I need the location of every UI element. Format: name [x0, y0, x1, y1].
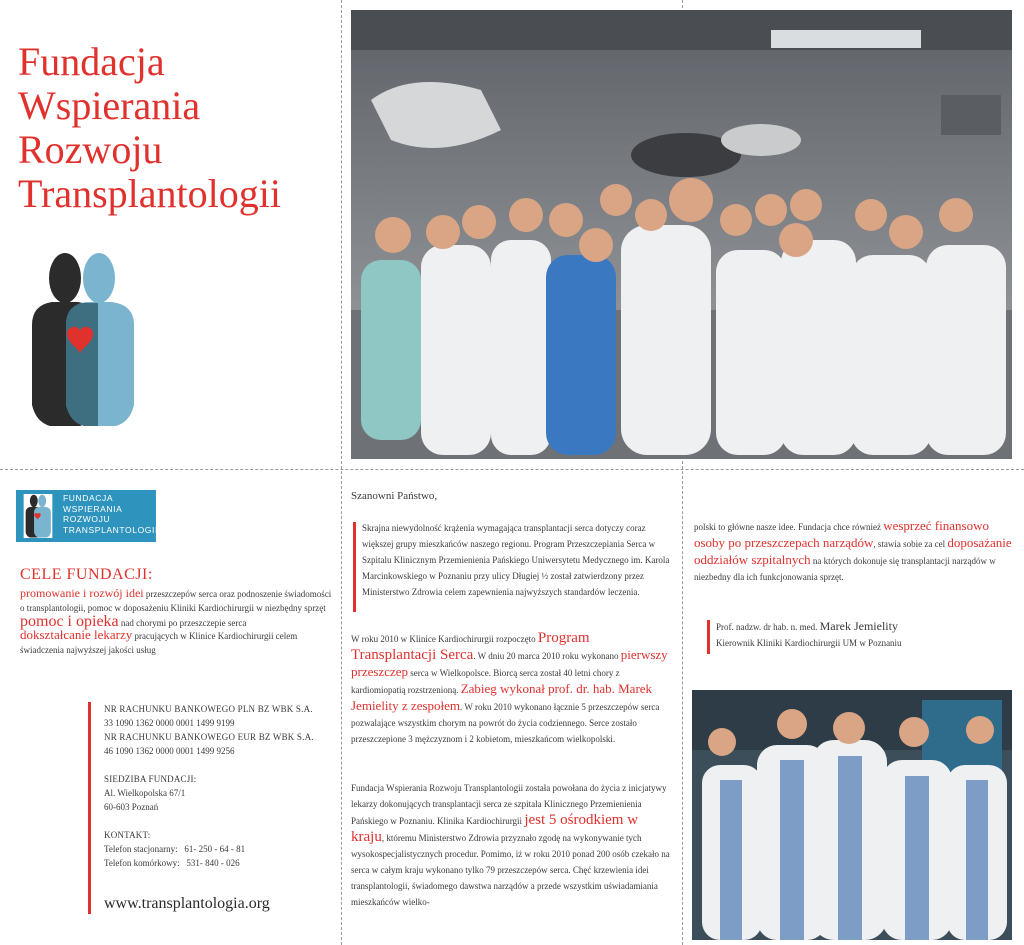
title-line: Wspierania — [18, 83, 201, 128]
hq-city: 60-603 Poznań — [104, 802, 159, 812]
letter-paragraph-foundation — [351, 780, 671, 910]
highlight: jest 5 ośrodkiem w kraju — [351, 812, 639, 845]
contact-details — [104, 702, 334, 870]
letter-paragraph-goals — [694, 518, 1014, 585]
logo-figures-icon — [20, 494, 56, 538]
contact-label: KONTAKT: — [104, 830, 151, 840]
goals-list — [20, 586, 332, 657]
text: . W dniu 20 marca 2010 roku wykonano — [473, 651, 621, 661]
logo-line: ROZWOJU — [63, 514, 111, 524]
highlight: Zabieg wykonał prof. dr. hab. Marek Jemielity z zespołem — [351, 681, 653, 713]
logo-line: FUNDACJA — [63, 493, 114, 503]
highlight: Program Transplantacji Serca — [351, 630, 590, 663]
heart-figures-logo — [24, 250, 140, 428]
text: na których dokonuje się transplantacji narządów w niezbedny dla ich funkcjonowania sprzęt. — [694, 556, 996, 582]
accent-bar — [353, 522, 356, 612]
signature-role: Kierownik Kliniki Kardiochirurgii UM w Poznaniu — [716, 638, 902, 648]
goal-highlight: dokształcanie lekarzy — [20, 627, 133, 642]
goal-text: przeszczepów serca oraz podnoszenie świadomości o transplantologii, pomoc w doposażeniu Kliniki Kardiochirurgii w niezbędny sprzęt — [20, 589, 332, 613]
logo-line: WSPIERANIA — [63, 503, 123, 514]
mobile-number: Telefon komórkowy: 531- 840 - 026 — [104, 858, 240, 868]
goal-highlight: pomoc i opieka — [20, 613, 119, 630]
text: Fundacja Wspierania Rozwoju Transplantologii została powołana do życia z inicjatywy lekarzy dokonujących transplantacji serca ze szpitala Klinicznego Przemienienia Pańskiego w Poznaniu. Klinika Kardiochirurgii — [351, 783, 667, 826]
letter-intro: Skrajna niewydolność krążenia wymagająca transplantacji serca dotyczy coraz większej grupy mieszkańców naszego regionu. Program Przeszczepiania Serca w Szpitalu Klinicznym Przemienienia Pańskiego Uniwersytetu Medycznego im. Karola Marcinkowskiego w Poznaniu przy ulicy Długiej ½ został zatwierdzony przez Ministerstwo Zdrowia celem zapewnienia najwyższych standardów leczenia. — [362, 523, 670, 597]
hq-street: Al. Wielkopolska 67/1 — [104, 788, 186, 798]
text: , któremu Ministerstwo Zdrowia przyznało zgodę na wykonywanie tych wysokospecjalistycznych procedur. Pomimo, iż w roku 2010 ponad 200 osób czekało na serca w całym kraju wykonano tylko 79 przeszczepów serca. Chęć krzewienia idei transplantologii, świadomego dawstwa narządów a przede wszystkim uświadamiania mieszkańców wielko- — [351, 833, 670, 907]
goal-text: pracujących w Klinice Kardiochirurgii celem świadczenia najwyższej jakości usług — [20, 631, 298, 655]
logo-line: TRANSPLANTOLOGII — [63, 524, 158, 535]
signature — [716, 618, 1012, 651]
highlight: doposażanie oddziałów szpitalnych — [694, 535, 1012, 567]
highlight: pierwszy przeszczep — [351, 647, 668, 679]
text: , stawia sobie za cel — [873, 539, 948, 549]
goal-item — [20, 586, 332, 615]
title-line: Fundacja — [18, 39, 165, 84]
hq-label: SIEDZIBA FUNDACJI: — [104, 774, 197, 784]
fold-line-horizontal — [0, 469, 1024, 470]
letter-greeting: Szanowni Państwo, — [351, 490, 438, 502]
signature-title: Prof. nadzw. dr hab. n. med. — [716, 622, 820, 632]
bank-eur-label: NR RACHUNKU BANKOWEGO EUR BZ WBK S.A. — [104, 732, 314, 742]
bank-eur-number: 46 1090 1362 0000 0001 1499 9256 — [104, 746, 235, 756]
accent-bar — [707, 620, 710, 654]
accent-bar — [88, 702, 91, 914]
phone-number: Telefon stacjonarny: 61- 250 - 64 - 81 — [104, 844, 246, 854]
letter-paragraph-program — [351, 630, 671, 747]
title-line: Rozwoju — [18, 127, 163, 172]
goal-highlight: promowanie i rozwój idei — [20, 586, 144, 600]
surgeons-photo — [692, 690, 1012, 940]
figure-overlap-icon — [66, 303, 98, 426]
goal-text: nad chorymi po przeszczepie serca — [118, 618, 247, 628]
logo-banner — [16, 490, 156, 542]
logo-text — [63, 493, 158, 535]
title-line: Transplantologii — [18, 171, 281, 216]
team-photo — [351, 10, 1012, 459]
text: W roku 2010 w Klinice Kardiochirurgii rozpoczęto — [351, 634, 538, 644]
highlight: wesprzeć finansowo osoby po przeszczepach narządów — [694, 518, 989, 550]
bank-pln-label: NR RACHUNKU BANKOWEGO PLN BZ WBK S.A. — [104, 704, 313, 714]
signature-name: Marek Jemielity — [819, 619, 898, 633]
goal-item — [20, 628, 332, 657]
text: serca w Wielkopolsce. Biorcą serca został 40 letni chory z kardiomiopatią rozstrzenioną. — [351, 668, 620, 695]
text: . W roku 2010 wykonano łącznie 5 przeszczepów serca pozwalające wszystkim chorym na powrót do życia codziennego. Serce zostało przeszczepione 3 mężczyznom i 2 kobietom, mieszkańcom wielkopolski. — [351, 702, 660, 744]
foundation-title — [18, 40, 348, 216]
text: polski to główne nasze idee. Fundacja chce również — [694, 522, 884, 532]
website-link[interactable]: www.transplantologia.org — [104, 895, 270, 912]
goals-heading: CELE FUNDACJI: — [20, 566, 153, 583]
bank-pln-number: 33 1090 1362 0000 0001 1499 9199 — [104, 718, 235, 728]
